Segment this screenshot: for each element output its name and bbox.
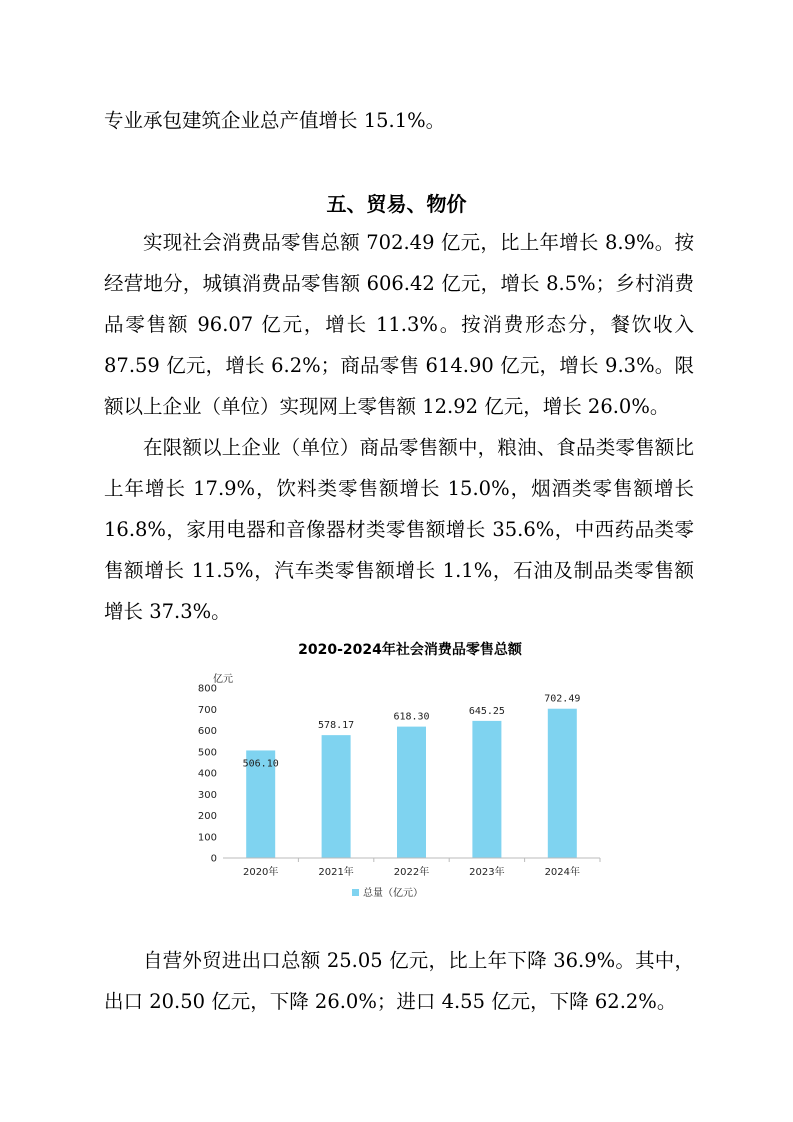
x-tick-label: 2020年: [242, 867, 279, 878]
x-tick-label: 2021年: [318, 867, 354, 878]
x-axis-ticks: [243, 858, 600, 878]
y-tick-label: 0: [210, 853, 217, 865]
bar-data-label: 618.30: [393, 711, 430, 723]
retail-sales-chart: [190, 630, 610, 910]
chart-legend: [352, 886, 423, 899]
bar-data-label: 578.17: [318, 720, 355, 732]
bar-data-label: 702.49: [544, 693, 581, 705]
y-tick-label: 600: [197, 726, 217, 737]
bar: [548, 709, 577, 858]
bar: [322, 735, 351, 858]
legend-label: 总量（亿元）: [363, 888, 423, 899]
bar-data-label: 645.25: [468, 705, 505, 717]
y-tick-label: 400: [197, 768, 217, 780]
paragraph-foreign-trade: 自营外贸进出口总额 25.05 亿元，比上年下降 36.9%。其中，出口 20.50 亿元，下降 26.0%；进口 4.55 亿元，下降 62.2%。: [104, 949, 694, 1013]
legend-swatch: [352, 889, 359, 896]
y-tick-label: 700: [197, 704, 217, 716]
bar: [472, 721, 501, 858]
y-tick-label: 500: [197, 747, 217, 759]
bars: [243, 694, 581, 858]
bar: [397, 727, 426, 858]
x-tick-label: 2023年: [469, 867, 505, 878]
y-tick-label: 300: [197, 789, 217, 801]
bar-data-label: 506.10: [242, 758, 279, 770]
paragraph-retail-categories: 在限额以上企业（单位）商品零售额中，粮油、食品类零售额比上年增长 17.9%，饮料类零售额增长 15.0%，烟酒类零售额增长 16.8%，家用电器和音像器材类零售额增长 35.6%，中西药品类零售额增长 11.5%，汽车类零售额增长 1.1%，石油及制品类零售额增长 37.3%。: [104, 436, 694, 623]
y-tick-label: 800: [197, 683, 217, 695]
paragraph-retail-sales: 实现社会消费品零售总额 702.49 亿元，比上年增长 8.9%。按经营地分，城镇消费品零售额 606.42 亿元，增长 8.5%；乡村消费品零售额 96.07 亿元，增长 11.3%。按消费形态分，餐饮收入 87.59 亿元，增长 6.2%；商品零售 614.90 亿元，增长 9.3%。限额以上企业（单位）实现网上零售额 12.92 亿元，增长 26.0%。: [104, 231, 694, 418]
y-axis-unit-label: 亿元: [213, 674, 233, 685]
y-axis-ticks: [198, 684, 217, 865]
y-tick-label: 100: [197, 832, 217, 844]
y-tick-label: 200: [197, 811, 217, 822]
chart-title: 2020-2024年社会消费品零售总额: [298, 642, 522, 658]
section-title: 五、贸易、物价: [326, 192, 467, 216]
intro-line: 专业承包建筑企业总产值增长 15.1%。: [104, 109, 446, 132]
chart-svg: [190, 630, 610, 910]
x-tick-label: 2024年: [544, 867, 581, 878]
x-tick-label: 2022年: [393, 867, 430, 878]
